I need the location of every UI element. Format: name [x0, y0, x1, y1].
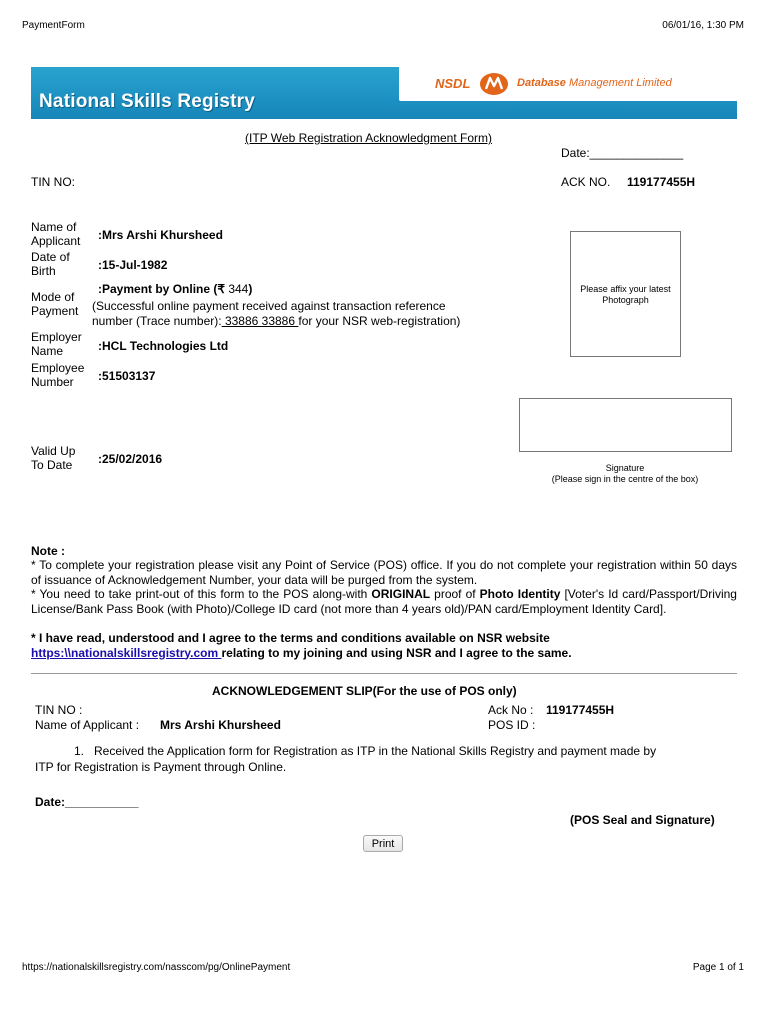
nsr-banner — [31, 67, 737, 119]
slip-ack-value: 119177455H — [546, 703, 615, 717]
empno-label-line1: Employee — [31, 361, 85, 375]
nsdl-header-box — [399, 67, 737, 101]
valid-label-line2: To Date — [31, 458, 73, 472]
form-heading: (ITP Web Registration Acknowledgment Form) — [245, 131, 492, 145]
slip-ack-label: Ack No : — [488, 703, 534, 717]
print-datetime: 06/01/16, 1:30 PM — [662, 20, 744, 31]
trace-number: 33886 33886 — [221, 314, 299, 328]
note-p2-proof: proof of — [430, 587, 480, 601]
note-paragraph-1: * To complete your registration please visit any Point of Service (POS) office. If you do not complete your registration within 50 days of issuance of Acknowledgement Number, your data will be purged from the system. — [31, 558, 737, 587]
slip-item-line2: ITP for Registration is Payment through Online. — [35, 760, 287, 774]
ack-value: 119177455H — [627, 175, 696, 189]
slip-name-value: Mrs Arshi Khursheed — [160, 718, 281, 732]
nsdl-logo-icon — [479, 72, 509, 96]
employer-label-line2: Name — [31, 344, 64, 358]
name-label-line2: Applicant — [31, 234, 81, 248]
slip-pos-label: POS ID : — [488, 718, 536, 732]
empno-label — [31, 361, 84, 389]
mode-label-line1: Mode of — [31, 290, 75, 304]
ack-label: ACK NO. — [561, 175, 611, 189]
employer-value: :HCL Technologies Ltd — [98, 339, 229, 353]
valid-value: :25/02/2016 — [98, 452, 163, 466]
slip-item-line1: 1. Received the Application form for Registration as ITP in the National Skills Registry and payment made by — [74, 744, 657, 758]
slip-title: ACKNOWLEDGEMENT SLIP(For the use of POS only) — [212, 684, 517, 698]
note-paragraph-2 — [31, 587, 737, 616]
page-title: PaymentForm — [22, 20, 85, 31]
mode-label — [31, 290, 78, 318]
slip-name-label: Name of Applicant : — [35, 718, 140, 732]
valid-label-line1: Valid Up — [31, 444, 76, 458]
print-button[interactable]: Print — [363, 835, 403, 852]
dml-text — [517, 77, 672, 89]
dml-rest: Management Limited — [565, 77, 672, 89]
mode-value-close: ) — [248, 282, 253, 296]
valid-label — [31, 444, 75, 472]
signature-box — [519, 398, 732, 452]
nsdl-logo-text: NSDL — [435, 76, 471, 91]
note-p2-text: * You need to take print-out of this form to the POS along-with — [31, 587, 372, 601]
nsr-website-link[interactable]: https:\\nationalskillsregistry.com — [31, 645, 222, 660]
mode-value-bold: :Payment by Online (₹ — [98, 282, 225, 296]
dob-label-line2: Birth — [31, 264, 56, 278]
note-p2-photo-identity: Photo Identity — [479, 587, 561, 601]
banner-title: National Skills Registry — [39, 91, 255, 112]
page-url: https://nationalskillsregistry.com/nasscom/pg/OnlinePayment — [22, 962, 291, 973]
note-p2-list: [Voter's Id card/Passport/Driving License/Bank Pass Book (with Photo)/College ID card (not more than 4 years old)/PAN card/Employment Identity Card]. — [31, 587, 737, 616]
photo-instruction — [571, 284, 680, 306]
dob-label — [31, 250, 70, 278]
mode-desc-line2 — [92, 314, 460, 329]
pos-seal-label: (POS Seal and Signature) — [570, 813, 715, 827]
note-p2-original: ORIGINAL — [371, 587, 431, 601]
mode-desc-suffix: for your NSR web-registration) — [298, 314, 461, 328]
mode-desc-prefix: number (Trace number): — [92, 314, 222, 328]
empno-value: :51503137 — [98, 369, 156, 383]
page-number: Page 1 of 1 — [692, 962, 744, 973]
signature-hint: (Please sign in the centre of the box) — [551, 474, 699, 484]
tin-label: TIN NO: — [31, 175, 75, 189]
name-label — [31, 220, 80, 248]
note-paragraph-3 — [31, 631, 737, 660]
mode-label-line2: Payment — [31, 304, 79, 318]
mode-value — [98, 282, 252, 296]
mode-desc-line1: (Successful online payment received against transaction reference — [92, 299, 446, 313]
form-date: Date:______________ — [561, 146, 684, 160]
photo-text-line2: Photograph — [602, 295, 649, 305]
photo-text-line1: Please affix your latest — [580, 284, 671, 294]
signature-label: Signature — [605, 463, 645, 473]
name-value: :Mrs Arshi Khursheed — [98, 228, 223, 242]
name-label-line1: Name of — [31, 220, 77, 234]
note-p3-suffix: relating to my joining and using NSR and I agree to the same. — [221, 645, 572, 660]
dml-bold: Database — [517, 77, 566, 89]
dob-value: :15-Jul-1982 — [98, 258, 168, 272]
employer-label-line1: Employer — [31, 330, 82, 344]
mode-description — [92, 299, 460, 329]
mode-value-amount: 344 — [225, 282, 249, 296]
dob-label-line1: Date of — [31, 250, 70, 264]
section-divider — [31, 673, 737, 674]
note-title: Note : — [31, 544, 65, 558]
slip-date: Date:___________ — [35, 795, 139, 809]
slip-tin-label: TIN NO : — [35, 703, 83, 717]
empno-label-line2: Number — [31, 375, 74, 389]
note-p3-text: * I have read, understood and I agree to the terms and conditions available on NSR website — [31, 631, 550, 645]
employer-label — [31, 330, 82, 358]
photo-box — [570, 231, 681, 357]
